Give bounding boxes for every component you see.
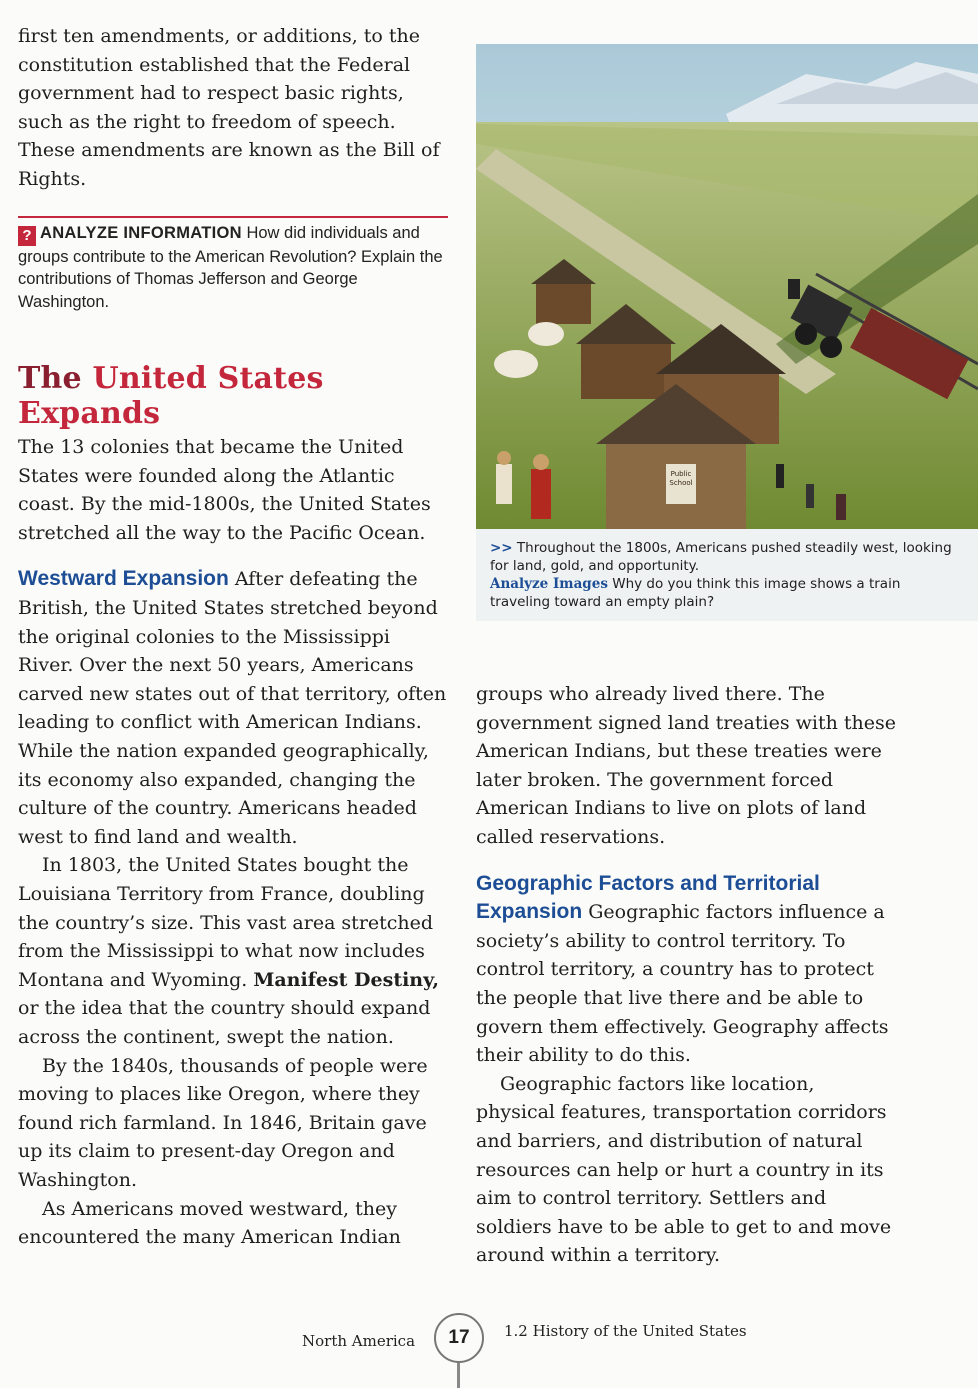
geographic-heading: Geographic Factors and Territorial Expansion <box>476 871 820 924</box>
right-column <box>476 680 896 1270</box>
westward-illustration <box>476 44 978 529</box>
westward-paragraph-3: By the 1840s, thousands of people were moving to places like Oregon, where they found rich farmland. In 1846, Britain gave up its claim to present-day Oregon and Washington. <box>18 1054 428 1191</box>
spacer <box>476 852 896 870</box>
caption-arrow-icon: >> <box>490 540 513 556</box>
question-icon: ? <box>18 226 36 246</box>
westward-heading: Westward Expansion <box>18 567 229 591</box>
section-intro: The 13 colonies that became the United States were founded along the Atlantic coast. By the mid-1800s, the United States stretched all the way to the Pacific Ocean. <box>18 436 431 544</box>
westward-p2-before: In 1803, the United States bought the Louisiana Territory from France, doubling the country’s size. This vast area stretched from the Mississippi to what now includes Montana and Wyoming. <box>18 854 434 991</box>
page-footer <box>0 1310 978 1388</box>
analyze-information-box <box>18 216 448 314</box>
footer-chapter: North America <box>302 1332 416 1350</box>
westward-p1-text: After defeating the British, the United States stretched beyond the original colonies to the Mississippi River. Over the next 50 years, Americans carved new states out of that territory, often leading to conflict with American Indians. While the nation expanded geographically, its economy also expanded, changing the culture of the country. Americans headed west to find land and wealth. <box>18 568 447 848</box>
analyze-images-label: Analyze Images <box>490 576 608 592</box>
westward-paragraph-4: As Americans moved westward, they encountered the many American Indian <box>18 1197 401 1249</box>
spacer <box>18 547 448 565</box>
geographic-paragraph-1 <box>476 870 896 1070</box>
school-sign-line2: School <box>669 479 693 487</box>
left-column <box>18 22 448 1252</box>
caption-question: Why do you think this image shows a train traveling toward an empty plain? <box>490 576 901 610</box>
westward-paragraph-2 <box>18 851 448 1051</box>
footer-section: 1.2 History of the United States <box>504 1322 747 1340</box>
geographic-paragraph-2: Geographic factors like location, physical features, transportation corridors and barriers, and distribution of natural resources can help or hurt a country in its aim to control territory. Settlers and soldiers have to be able to get to and move around within a territory. <box>476 1072 892 1267</box>
frontier-town-painting <box>476 44 978 529</box>
westward-continued: groups who already lived there. The government signed land treaties with these American Indians, but these treaties were later broken. The government forced American Indians to live on plots of land called reservations. <box>476 683 896 848</box>
caption-text: Throughout the 1800s, Americans pushed steadily west, looking for land, gold, and opportunity. <box>490 540 952 574</box>
manifest-destiny-term: Manifest Destiny, <box>253 968 439 991</box>
section-title-rest: United States Expands <box>18 361 324 432</box>
page-number-stem <box>457 1363 460 1388</box>
image-caption <box>476 529 978 621</box>
school-sign-line1: Public <box>670 470 692 478</box>
geographic-p1-text: Geographic factors influence a society’s ability to control territory. To control territory, a country has to protect the people that live there and be able to govern them effectively. Geography affects their ability to do this. <box>476 901 889 1067</box>
westward-p2-after: or the idea that the country should expand across the continent, swept the nation. <box>18 997 431 1048</box>
analyze-label: ANALYZE INFORMATION <box>40 223 242 242</box>
section-title-lead: The <box>18 361 82 397</box>
intro-paragraph: first ten amendments, or additions, to the constitution established that the Federal government had to respect basic rights, such as the right to freedom of speech. These amendments are known as the Bill of Rights. <box>18 25 440 190</box>
analyze-question: How did individuals and groups contribute to the American Revolution? Explain the contributions of Thomas Jefferson and George Washington. <box>18 223 443 311</box>
section-title <box>18 361 448 431</box>
westward-paragraph-1 <box>18 565 448 851</box>
page-number: 17 <box>434 1313 484 1363</box>
